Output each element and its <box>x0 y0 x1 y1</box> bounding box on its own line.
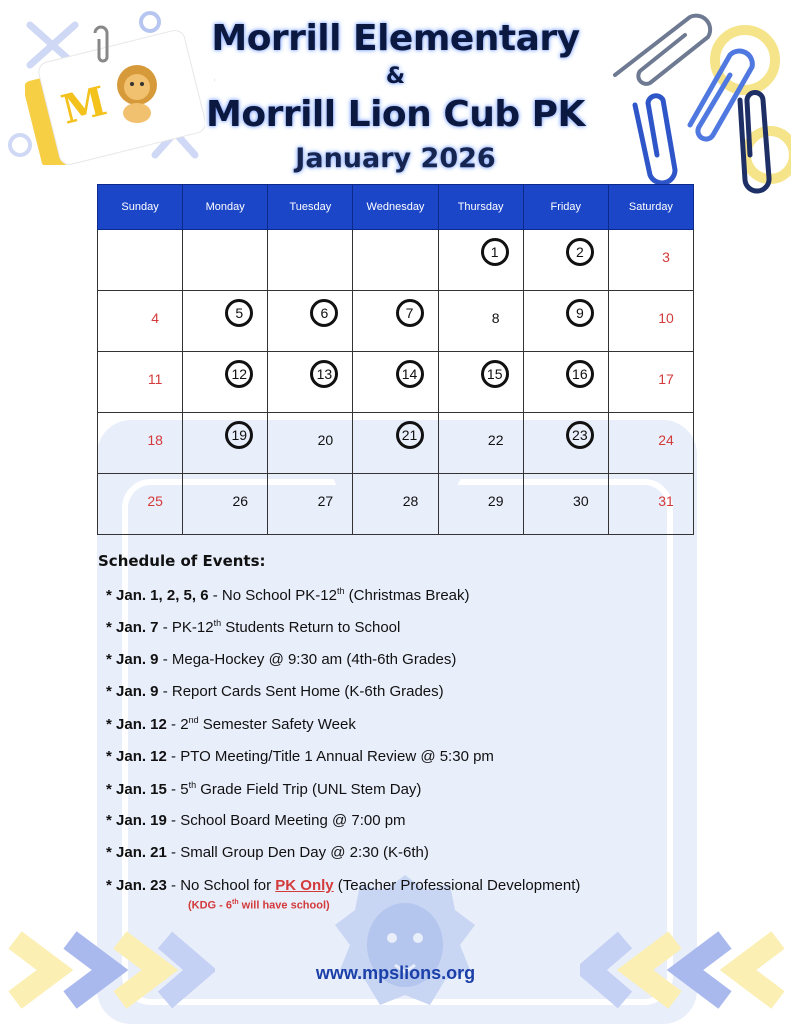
title-ampersand: & <box>385 64 406 89</box>
calendar-cell <box>523 413 608 474</box>
event-item <box>106 812 406 829</box>
event-item <box>106 844 429 861</box>
event-text: - No School PK-12 <box>208 587 337 604</box>
event-item <box>106 586 470 604</box>
event-item <box>106 780 421 798</box>
school-day-circled-date: 5 <box>225 299 253 327</box>
calendar-week <box>98 413 694 474</box>
calendar-cell <box>608 291 693 352</box>
calendar-cell <box>438 230 523 291</box>
calendar-cell <box>353 474 438 535</box>
calendar-cell <box>268 291 353 352</box>
calendar-cell <box>353 230 438 291</box>
calendar-date: 24 <box>658 432 674 448</box>
event-item <box>106 715 356 733</box>
schedule-title: Schedule of Events: <box>98 552 266 570</box>
event-date: * Jan. 12 <box>106 747 167 765</box>
event-text-end: (Teacher Professional Development) <box>333 877 581 894</box>
calendar-date: 27 <box>317 493 334 509</box>
calendar-date: 4 <box>151 310 160 326</box>
event-sup: nd <box>188 715 199 726</box>
calendar-cell <box>353 352 438 413</box>
calendar-week <box>98 352 694 413</box>
event-sup: th <box>213 618 222 629</box>
calendar-date: 10 <box>658 310 674 326</box>
event-sup: th <box>336 586 345 596</box>
calendar-cell <box>608 474 693 535</box>
day-header-friday: Friday <box>523 185 608 230</box>
calendar-date: 18 <box>147 432 163 448</box>
calendar-date: 17 <box>658 371 674 387</box>
calendar-date: 30 <box>573 493 589 509</box>
event-text: - PK-12 <box>158 619 214 637</box>
calendar-date: 11 <box>147 371 163 387</box>
calendar-date: 29 <box>487 493 504 509</box>
calendar-date: 20 <box>317 432 334 448</box>
event-text: - Mega-Hockey @ 9:30 am (4th-6th Grades) <box>158 650 457 668</box>
program-name: Morrill Lion Cub PK <box>206 94 585 135</box>
school-day-circled-date: 12 <box>225 360 253 388</box>
school-day-circled-date: 6 <box>310 299 338 327</box>
calendar-cell <box>523 352 608 413</box>
school-day-circled-date: 1 <box>481 238 509 266</box>
event-date: * Jan. 9 <box>106 650 159 668</box>
school-day-circled-date: 21 <box>396 421 424 449</box>
school-day-circled-date: 13 <box>310 360 338 388</box>
calendar-cell <box>608 230 693 291</box>
calendar-cell <box>438 474 523 535</box>
event-sup: th <box>188 779 197 790</box>
event-text-end: (Christmas Break) <box>344 587 470 604</box>
event-text: - No School for <box>166 877 276 894</box>
day-header-sunday: Sunday <box>98 185 183 230</box>
kdg-note: (KDG - 6th will have school) <box>188 899 330 912</box>
calendar-cell <box>98 413 183 474</box>
event-text: - School Board Meeting @ 7:00 pm <box>166 812 406 830</box>
calendar-date: 28 <box>402 493 419 509</box>
event-date: * Jan. 9 <box>106 682 159 700</box>
school-day-circled-date: 19 <box>225 421 253 449</box>
calendar-cell <box>98 291 183 352</box>
event-item <box>106 618 400 636</box>
day-header-saturday: Saturday <box>608 185 693 230</box>
event-text-end: Students Return to School <box>221 619 401 637</box>
calendar-cell <box>438 352 523 413</box>
calendar-week <box>98 230 694 291</box>
event-item <box>106 683 444 700</box>
month-title: January 2026 <box>295 143 496 174</box>
event-date: * Jan. 19 <box>106 812 167 830</box>
calendar-date: 3 <box>662 249 670 265</box>
event-date: * Jan. 21 <box>106 844 167 862</box>
calendar-cell <box>523 230 608 291</box>
calendar-cell <box>183 230 268 291</box>
calendar-cell <box>183 474 268 535</box>
calendar-cell <box>268 474 353 535</box>
calendar-cell <box>353 413 438 474</box>
calendar-cell <box>268 230 353 291</box>
calendar-date: 25 <box>147 493 163 509</box>
event-date: * Jan. 12 <box>106 716 167 734</box>
school-day-circled-date: 9 <box>566 299 594 327</box>
event-date: * Jan. 1, 2, 5, 6 <box>106 587 209 604</box>
school-name: Morrill Elementary <box>211 18 580 59</box>
calendar-week <box>98 474 694 535</box>
calendar-cell <box>523 291 608 352</box>
school-day-circled-date: 23 <box>566 421 594 449</box>
day-header-tuesday: Tuesday <box>268 185 353 230</box>
calendar-date: 26 <box>232 493 249 509</box>
event-item-no-school-pk <box>106 877 580 894</box>
event-text: - PTO Meeting/Title 1 Annual Review @ 5:30 pm <box>166 747 494 765</box>
calendar-cell <box>183 413 268 474</box>
calendar-date: 31 <box>658 493 674 509</box>
school-day-circled-date: 2 <box>566 238 594 266</box>
calendar-grid <box>97 184 694 535</box>
calendar-cell <box>268 352 353 413</box>
school-day-circled-date: 15 <box>481 360 509 388</box>
calendar-cell <box>438 291 523 352</box>
calendar-cell <box>98 352 183 413</box>
school-day-circled-date: 14 <box>396 360 424 388</box>
event-text: - Report Cards Sent Home (K-6th Grades) <box>158 682 444 700</box>
event-date: * Jan. 15 <box>106 780 167 798</box>
event-text-end: Grade Field Trip (UNL Stem Day) <box>196 780 422 798</box>
calendar-date: 8 <box>491 310 500 326</box>
calendar-cell <box>608 413 693 474</box>
pk-only-highlight: PK Only <box>275 877 334 894</box>
calendar-cell <box>268 413 353 474</box>
calendar-cell <box>98 230 183 291</box>
school-day-circled-date: 16 <box>566 360 594 388</box>
day-header-monday: Monday <box>183 185 268 230</box>
event-text: - Small Group Den Day @ 2:30 (K-6th) <box>166 844 429 862</box>
event-text: - 5 <box>166 780 189 798</box>
calendar-cell <box>438 413 523 474</box>
website-url[interactable]: www.mpslions.org <box>315 963 476 983</box>
calendar-cell <box>183 352 268 413</box>
calendar-cell <box>98 474 183 535</box>
event-date: * Jan. 23 <box>106 877 167 894</box>
calendar-cell <box>608 352 693 413</box>
event-text-end: Semester Safety Week <box>198 716 356 734</box>
calendar-cell <box>353 291 438 352</box>
day-header-wednesday: Wednesday <box>353 185 438 230</box>
event-text: - 2 <box>166 716 189 734</box>
calendar-week <box>98 291 694 352</box>
event-date: * Jan. 7 <box>106 619 159 637</box>
day-header-thursday: Thursday <box>438 185 523 230</box>
calendar-cell <box>183 291 268 352</box>
event-item <box>106 651 456 668</box>
calendar-cell <box>523 474 608 535</box>
school-day-circled-date: 7 <box>396 299 424 327</box>
calendar-date: 22 <box>487 432 504 448</box>
event-item <box>106 748 494 765</box>
logo-letter: M <box>56 77 112 134</box>
